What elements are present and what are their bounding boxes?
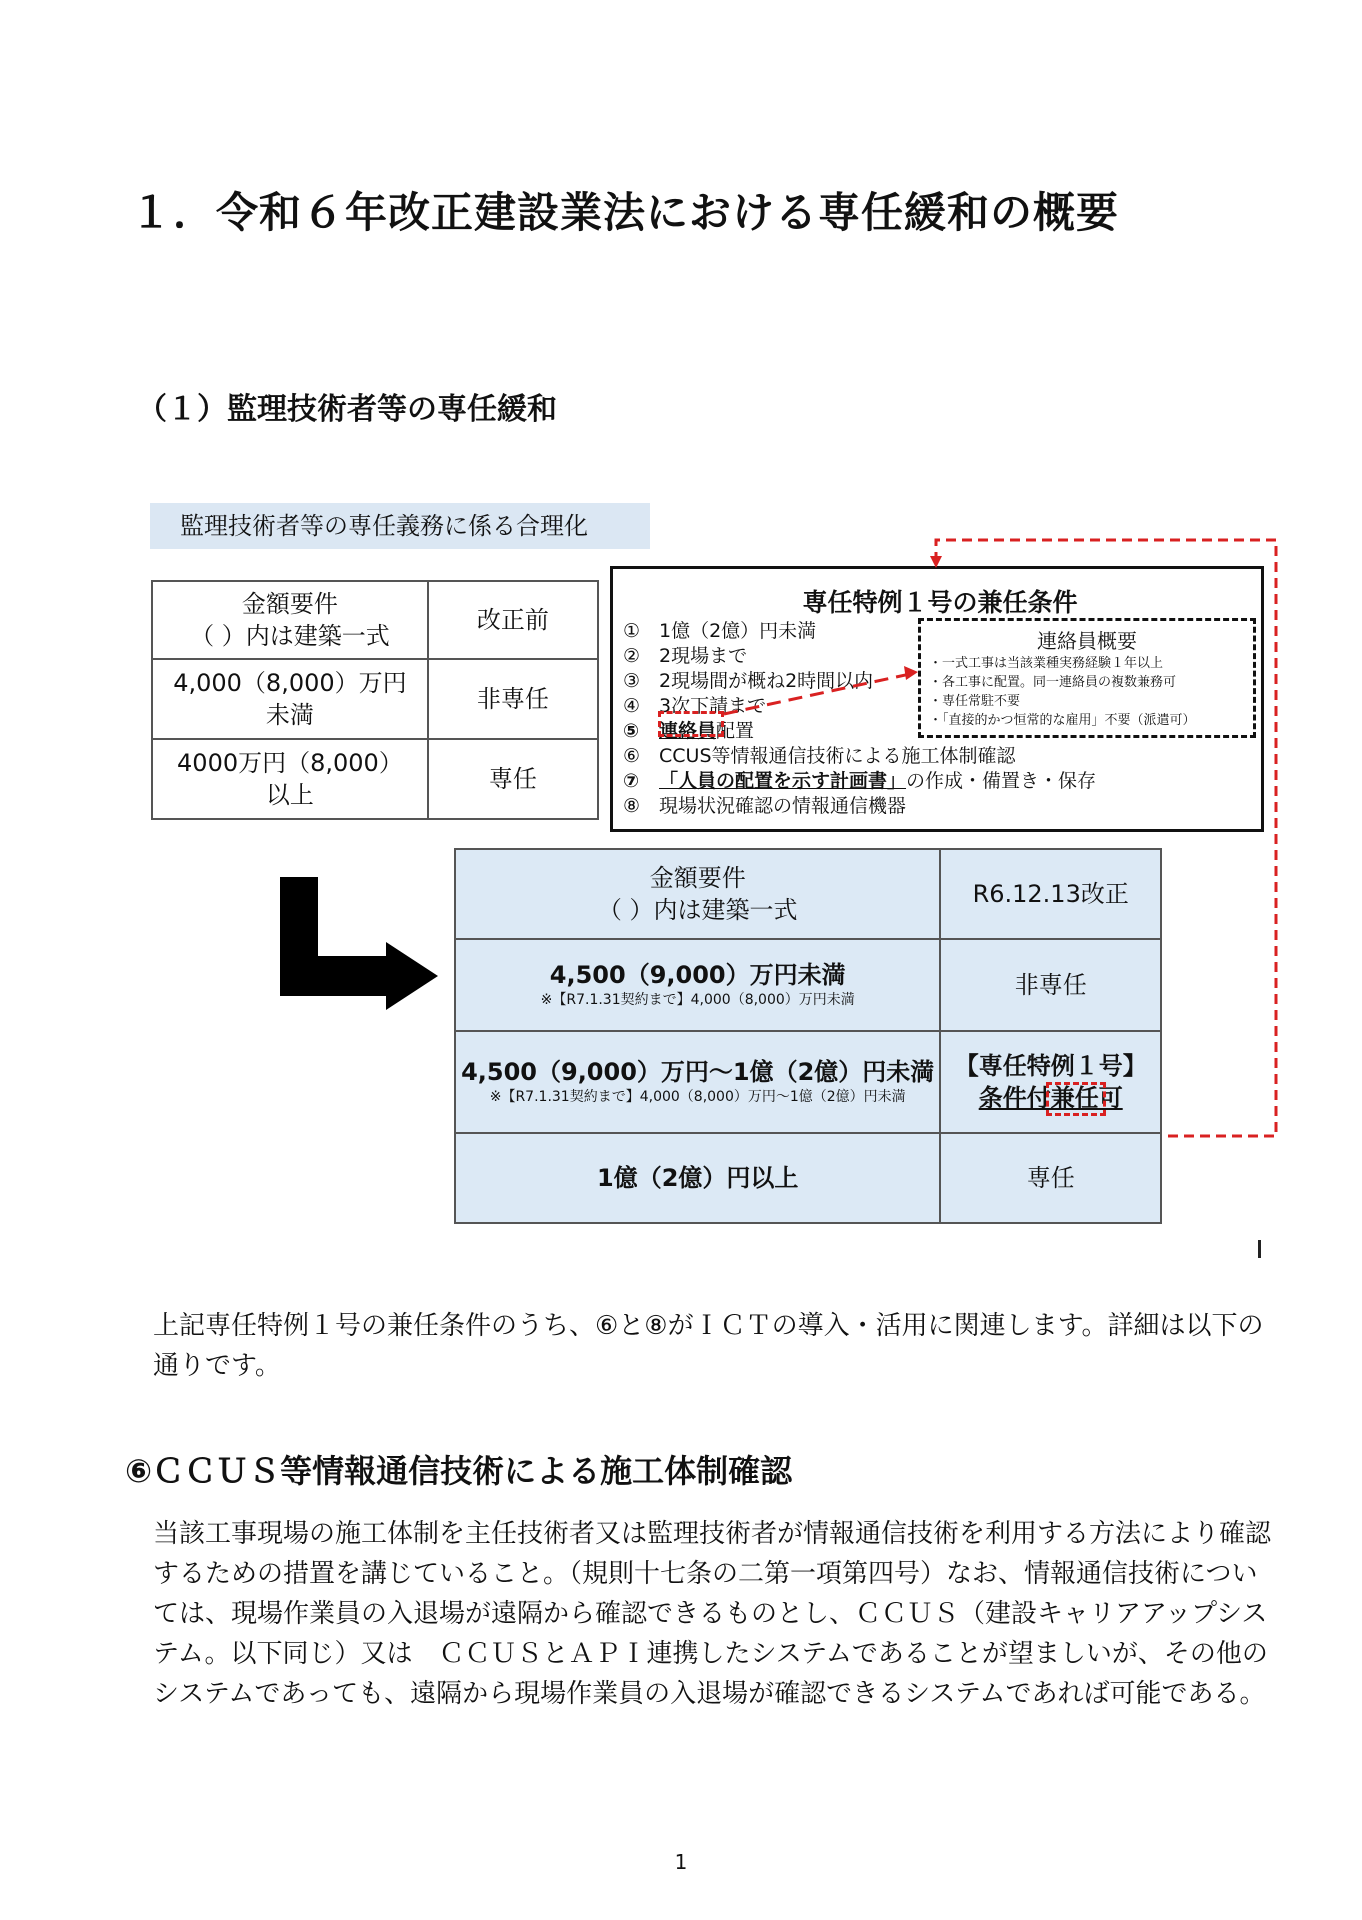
condition-number: ⑤ [623, 720, 640, 742]
condition-number: ④ [623, 695, 641, 717]
condition-number: ⑧ [623, 795, 641, 817]
page-number: 1 [674, 1850, 688, 1874]
liaison-item: ・一式工事は当該業種実務経験１年以上 [929, 656, 1164, 671]
condition-text: 3次下請まで [659, 695, 767, 717]
header-line: 金額要件 [649, 864, 746, 892]
stray-mark [1258, 1240, 1261, 1258]
condition-number: ⑦ [623, 770, 640, 792]
amount-line: 以上 [265, 781, 314, 809]
red-dashed-arrow-icon [724, 666, 918, 714]
table-row [455, 939, 1161, 1031]
header-line: （ ）内は建築一式 [597, 896, 798, 924]
status-text: 条件付兼任可 [978, 1084, 1123, 1112]
topic-banner: 監理技術者等の専任義務に係る合理化 [150, 503, 650, 549]
header-line: 金額要件 [241, 590, 338, 618]
table-cell [455, 1133, 940, 1223]
page-title: １．令和６年改正建設業法における専任緩和の概要 [130, 188, 1120, 237]
amount-text: 4,500（9,000）万円～1億（2億）円未満 [461, 1058, 935, 1086]
condition-text: 2現場まで [659, 645, 748, 667]
header-line: （ ）内は建築一式 [190, 622, 390, 650]
table-cell [455, 1031, 940, 1133]
table-cell: 専任 [428, 739, 598, 819]
condition-text: 2現場間が概ね2時間以内 [659, 670, 874, 692]
table-cell [455, 939, 940, 1031]
conditions-title: 専任特例１号の兼任条件 [802, 588, 1078, 617]
amount-line: 未満 [265, 701, 314, 729]
condition-text-emphasis: 「人員の配置を示す計画書」 [659, 770, 907, 792]
elbow-arrow-icon [280, 877, 438, 1010]
liaison-title: 連絡員概要 [1037, 629, 1137, 653]
table-cell [940, 1133, 1161, 1223]
amount-text: 1億（2億）円以上 [597, 1164, 799, 1192]
liaison-item: ・「直接的かつ恒常的な雇用」不要（派遣可） [929, 713, 1196, 728]
table-row [455, 1133, 1161, 1223]
transition-note: ※【R7.1.31契約まで】4,000（8,000）万円未満 [540, 992, 855, 1008]
liaison-item: ・専任常駐不要 [929, 694, 1021, 709]
status-text: 非専任 [1014, 971, 1087, 999]
condition-text-emphasis: 連絡員 [659, 720, 717, 742]
concurrent-highlight-mark [1046, 1082, 1106, 1116]
body-paragraph: 当該工事現場の施工体制を主任技術者又は監理技術者が情報通信技術を利用する方法により確認するための措置を講じていること。（規則十七条の二第一項第四号）なお、情報通信技術については、現場作業員の入退場が遠隔から確認できるものとし、ＣＣＵＳ（建設キャリアアップシステム。以下同じ）又は ＣＣＵＳとＡＰＩ連携したシステムであることが望ましいが、その他のシステムであっても、遠隔から現場作業員の入退場が確認できるシステムであれば可能である。 [153, 1519, 1272, 1709]
table-header-cell [455, 849, 940, 939]
section-subtitle: （１）監理技術者等の専任緩和 [137, 392, 557, 427]
condition-number: ① [623, 620, 641, 642]
table-cell: 非専任 [428, 659, 598, 739]
status-text: 専任 [1026, 1164, 1075, 1192]
table-header-cell: R6.12.13改正 [940, 849, 1161, 939]
condition-text: 1億（2億）円未満 [659, 620, 817, 642]
condition-number: ② [623, 645, 641, 667]
status-text: 【専任特例１号】 [954, 1052, 1147, 1080]
section-heading: ⑥ＣＣＵＳ等情報通信技術による施工体制確認 [125, 1452, 793, 1490]
condition-text: の作成・備置き・保存 [906, 770, 1097, 792]
transition-note: ※【R7.1.31契約まで】4,000（8,000）万円～1億（2億）円未満 [489, 1089, 906, 1105]
liaison-item: ・各工事に配置。同一連絡員の複数兼務可 [929, 675, 1177, 690]
revised-requirements-table [454, 848, 1162, 1224]
condition-number: ③ [623, 670, 641, 692]
amount-line: 4000万円（8,000） [177, 749, 403, 777]
condition-number: ⑥ [623, 745, 641, 767]
table-row [455, 849, 1161, 939]
condition-text: 配置 [716, 720, 755, 742]
amount-text: 4,500（9,000）万円未満 [549, 961, 846, 989]
table-cell [940, 939, 1161, 1031]
condition-text: 現場状況確認の情報通信機器 [659, 795, 907, 817]
table-header-cell: 改正前 [428, 581, 598, 659]
amount-line: 4,000（8,000）万円 [173, 669, 407, 697]
body-paragraph: 上記専任特例１号の兼任条件のうち、⑥と⑧がＩＣＴの導入・活用に関連します。詳細は以下の通りです。 [153, 1311, 1264, 1381]
condition-text: CCUS等情報通信技術による施工体制確認 [659, 745, 1016, 767]
